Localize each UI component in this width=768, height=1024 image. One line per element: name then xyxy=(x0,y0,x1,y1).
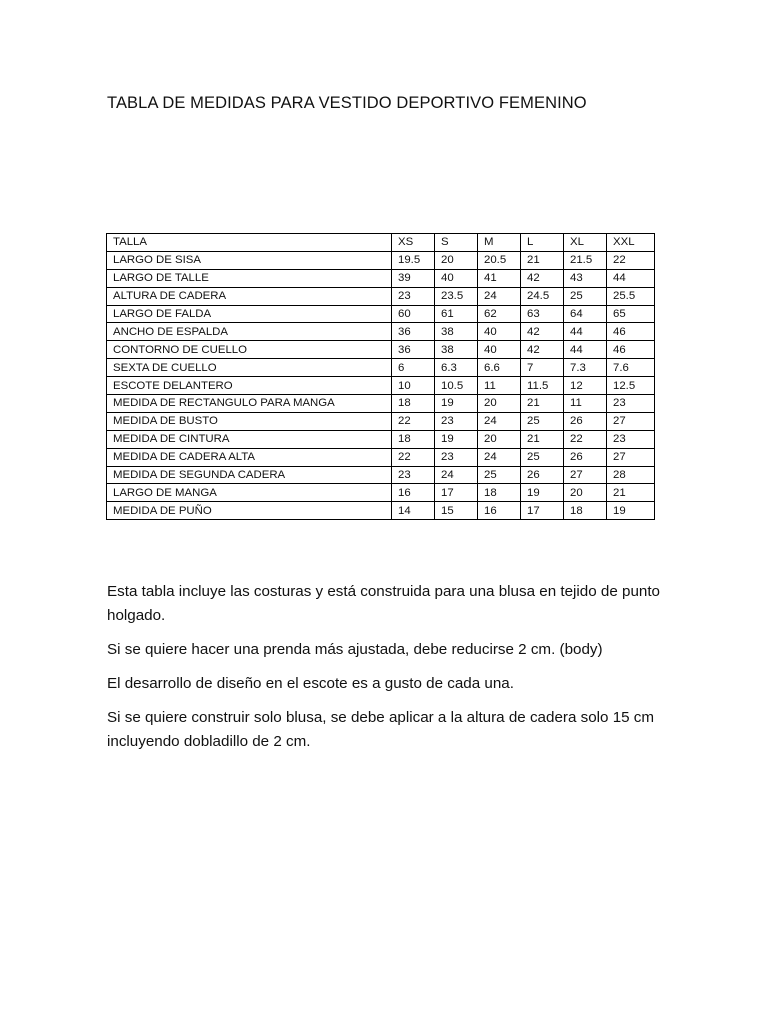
measurement-value-cell: 11 xyxy=(478,377,521,395)
measurement-value-cell: 21 xyxy=(521,395,564,413)
measurement-value-cell: 27 xyxy=(564,466,607,484)
measurement-value-cell: 44 xyxy=(607,269,655,287)
measurement-value-cell: 15 xyxy=(435,502,478,520)
note-blouse-only: Si se quiere construir solo blusa, se debe aplicar a la altura de cadera solo 15 cm incluyendo dobladillo de 2 cm. xyxy=(107,709,655,750)
measurement-label-cell: LARGO DE TALLE xyxy=(107,269,392,287)
measurement-label-cell: LARGO DE FALDA xyxy=(107,305,392,323)
measurement-value-cell: 44 xyxy=(564,341,607,359)
measurement-label-cell: MEDIDA DE SEGUNDA CADERA xyxy=(107,466,392,484)
measurement-value-cell: 18 xyxy=(564,502,607,520)
measurement-value-cell: 6 xyxy=(392,359,435,377)
measurement-value-cell: 7.6 xyxy=(607,359,655,377)
table-body xyxy=(107,234,655,520)
measurement-value-cell: 12 xyxy=(564,377,607,395)
table-row xyxy=(107,430,655,448)
header-cell-talla: TALLA xyxy=(107,234,392,252)
measurement-value-cell: 40 xyxy=(435,269,478,287)
measurement-value-cell: 24 xyxy=(435,466,478,484)
measurement-label-cell: MEDIDA DE RECTANGULO PARA MANGA xyxy=(107,395,392,413)
measurement-value-cell: 25 xyxy=(564,287,607,305)
measurement-value-cell: 22 xyxy=(564,430,607,448)
measurement-value-cell: 24.5 xyxy=(521,287,564,305)
measurement-value-cell: 26 xyxy=(521,466,564,484)
table-header-row xyxy=(107,234,655,252)
measurements-table xyxy=(106,233,655,520)
measurement-value-cell: 42 xyxy=(521,269,564,287)
measurement-value-cell: 26 xyxy=(564,412,607,430)
table-row xyxy=(107,377,655,395)
measurement-value-cell: 17 xyxy=(521,502,564,520)
measurement-value-cell: 10 xyxy=(392,377,435,395)
measurement-value-cell: 20 xyxy=(478,430,521,448)
note-seams-knit: Esta tabla incluye las costuras y está construida para una blusa en tejido de punto holgado. xyxy=(107,583,661,624)
measurement-value-cell: 7 xyxy=(521,359,564,377)
measurement-value-cell: 24 xyxy=(478,412,521,430)
measurement-label-cell: ALTURA DE CADERA xyxy=(107,287,392,305)
measurement-value-cell: 21 xyxy=(607,484,655,502)
measurement-label-cell: SEXTA DE CUELLO xyxy=(107,359,392,377)
table-row xyxy=(107,341,655,359)
measurement-label-cell: MEDIDA DE PUÑO xyxy=(107,502,392,520)
measurement-label-cell: MEDIDA DE CINTURA xyxy=(107,430,392,448)
measurement-value-cell: 11.5 xyxy=(521,377,564,395)
measurement-value-cell: 26 xyxy=(564,448,607,466)
measurement-label-cell: CONTORNO DE CUELLO xyxy=(107,341,392,359)
measurement-value-cell: 20 xyxy=(478,395,521,413)
measurement-value-cell: 23.5 xyxy=(435,287,478,305)
measurement-value-cell: 27 xyxy=(607,448,655,466)
measurement-value-cell: 21 xyxy=(521,430,564,448)
measurement-value-cell: 23 xyxy=(607,395,655,413)
measurement-value-cell: 63 xyxy=(521,305,564,323)
measurement-value-cell: 22 xyxy=(392,412,435,430)
measurement-value-cell: 14 xyxy=(392,502,435,520)
measurement-value-cell: 23 xyxy=(392,466,435,484)
measurement-value-cell: 21 xyxy=(521,251,564,269)
measurement-value-cell: 36 xyxy=(392,323,435,341)
measurement-value-cell: 16 xyxy=(392,484,435,502)
measurement-value-cell: 25.5 xyxy=(607,287,655,305)
measurement-value-cell: 19.5 xyxy=(392,251,435,269)
note-fitted-garment: Si se quiere hacer una prenda más ajustada, debe reducirse 2 cm. (body) xyxy=(107,641,603,658)
measurement-value-cell: 17 xyxy=(435,484,478,502)
measurement-value-cell: 46 xyxy=(607,341,655,359)
measurement-value-cell: 19 xyxy=(435,430,478,448)
table-row xyxy=(107,448,655,466)
measurement-value-cell: 40 xyxy=(478,323,521,341)
header-cell-size: M xyxy=(478,234,521,252)
measurement-value-cell: 25 xyxy=(521,448,564,466)
measurement-value-cell: 65 xyxy=(607,305,655,323)
measurement-value-cell: 19 xyxy=(521,484,564,502)
measurement-value-cell: 24 xyxy=(478,448,521,466)
measurement-label-cell: MEDIDA DE CADERA ALTA xyxy=(107,448,392,466)
measurement-value-cell: 61 xyxy=(435,305,478,323)
table-row xyxy=(107,502,655,520)
measurement-value-cell: 42 xyxy=(521,341,564,359)
measurement-label-cell: LARGO DE SISA xyxy=(107,251,392,269)
measurement-value-cell: 10.5 xyxy=(435,377,478,395)
measurement-value-cell: 12.5 xyxy=(607,377,655,395)
measurement-value-cell: 44 xyxy=(564,323,607,341)
measurement-value-cell: 11 xyxy=(564,395,607,413)
page-title: TABLA DE MEDIDAS PARA VESTIDO DEPORTIVO FEMENINO xyxy=(107,94,587,112)
measurement-value-cell: 40 xyxy=(478,341,521,359)
measurement-value-cell: 28 xyxy=(607,466,655,484)
measurement-label-cell: ESCOTE DELANTERO xyxy=(107,377,392,395)
header-cell-size: XS xyxy=(392,234,435,252)
measurement-value-cell: 19 xyxy=(607,502,655,520)
measurement-value-cell: 60 xyxy=(392,305,435,323)
measurement-value-cell: 20 xyxy=(435,251,478,269)
measurement-value-cell: 22 xyxy=(392,448,435,466)
measurement-value-cell: 64 xyxy=(564,305,607,323)
measurement-value-cell: 19 xyxy=(435,395,478,413)
measurement-value-cell: 27 xyxy=(607,412,655,430)
measurement-value-cell: 7.3 xyxy=(564,359,607,377)
measurement-value-cell: 21.5 xyxy=(564,251,607,269)
measurement-value-cell: 38 xyxy=(435,341,478,359)
measurement-value-cell: 16 xyxy=(478,502,521,520)
measurement-value-cell: 46 xyxy=(607,323,655,341)
table-row xyxy=(107,305,655,323)
measurement-value-cell: 38 xyxy=(435,323,478,341)
table-row xyxy=(107,269,655,287)
measurement-value-cell: 18 xyxy=(478,484,521,502)
table-row xyxy=(107,484,655,502)
measurement-value-cell: 39 xyxy=(392,269,435,287)
measurement-value-cell: 36 xyxy=(392,341,435,359)
measurement-value-cell: 23 xyxy=(607,430,655,448)
measurement-value-cell: 41 xyxy=(478,269,521,287)
measurement-value-cell: 22 xyxy=(607,251,655,269)
measurement-value-cell: 23 xyxy=(435,448,478,466)
measurement-value-cell: 20 xyxy=(564,484,607,502)
measurement-value-cell: 6.6 xyxy=(478,359,521,377)
measurement-value-cell: 20.5 xyxy=(478,251,521,269)
notes-section xyxy=(107,580,667,764)
table-row xyxy=(107,323,655,341)
header-cell-size: XL xyxy=(564,234,607,252)
measurement-value-cell: 23 xyxy=(392,287,435,305)
table-row xyxy=(107,395,655,413)
measurement-value-cell: 18 xyxy=(392,395,435,413)
measurement-value-cell: 24 xyxy=(478,287,521,305)
measurement-value-cell: 6.3 xyxy=(435,359,478,377)
measurement-label-cell: LARGO DE MANGA xyxy=(107,484,392,502)
measurement-value-cell: 43 xyxy=(564,269,607,287)
note-neckline-design: El desarrollo de diseño en el escote es a gusto de cada una. xyxy=(107,675,514,692)
header-cell-size: XXL xyxy=(607,234,655,252)
measurement-value-cell: 25 xyxy=(521,412,564,430)
header-cell-size: L xyxy=(521,234,564,252)
measurement-value-cell: 42 xyxy=(521,323,564,341)
table-row xyxy=(107,412,655,430)
measurement-label-cell: MEDIDA DE BUSTO xyxy=(107,412,392,430)
measurement-value-cell: 62 xyxy=(478,305,521,323)
table-row xyxy=(107,466,655,484)
header-cell-size: S xyxy=(435,234,478,252)
measurement-value-cell: 23 xyxy=(435,412,478,430)
measurement-value-cell: 18 xyxy=(392,430,435,448)
table-row xyxy=(107,287,655,305)
measurement-label-cell: ANCHO DE ESPALDA xyxy=(107,323,392,341)
table-row xyxy=(107,359,655,377)
measurement-value-cell: 25 xyxy=(478,466,521,484)
table-row xyxy=(107,251,655,269)
